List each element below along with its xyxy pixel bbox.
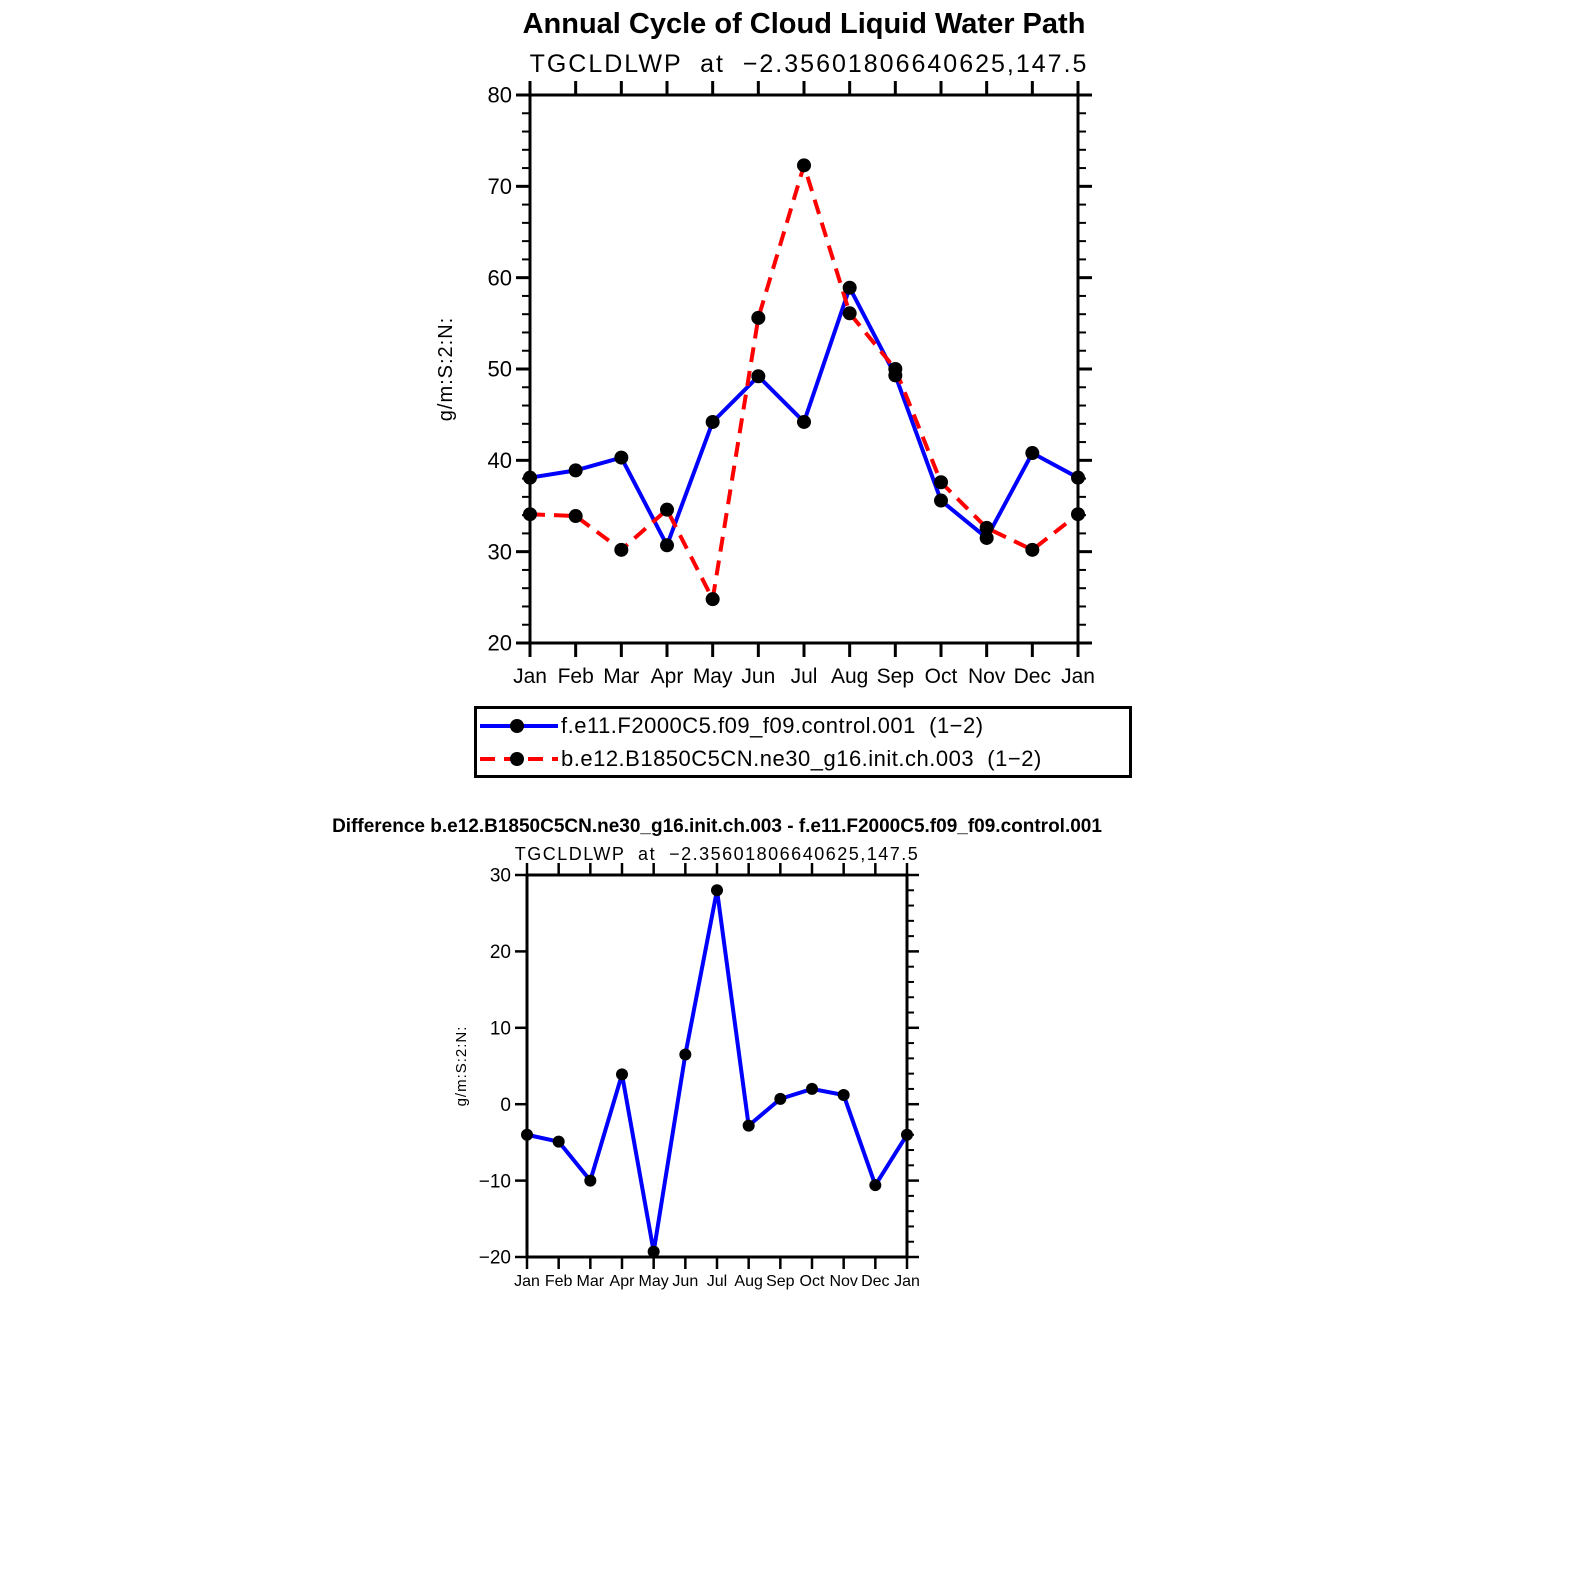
y-tick-label: 30 xyxy=(489,865,511,887)
x-tick-label: May xyxy=(692,665,733,688)
data-point-marker xyxy=(806,1083,818,1095)
x-tick-label: Mar xyxy=(576,1273,605,1290)
x-tick-label: Nov xyxy=(829,1273,858,1290)
y-tick-label: 20 xyxy=(489,942,511,964)
data-point-marker xyxy=(901,1129,913,1141)
x-tick-label: Aug xyxy=(830,665,869,688)
data-point-marker xyxy=(843,281,857,295)
y-tick-label: 40 xyxy=(487,448,512,474)
legend-box xyxy=(474,706,1132,778)
data-point-marker xyxy=(797,158,811,172)
y-tick-label: 70 xyxy=(487,174,512,200)
x-tick-label: Sep xyxy=(876,665,915,688)
top-chart-subtitle: TGCLDLWP at −2.35601806640625,147.5 xyxy=(529,50,1089,78)
difference-group xyxy=(453,863,920,1290)
data-point-marker xyxy=(660,538,674,552)
legend-item-control-run xyxy=(477,709,1129,742)
x-tick-label: Apr xyxy=(650,665,684,688)
data-point-marker xyxy=(774,1093,786,1105)
y-tick-label: 20 xyxy=(487,630,512,656)
data-point-marker xyxy=(706,415,720,429)
data-point-marker xyxy=(869,1179,881,1191)
legend-line-sample-dashed-red-icon xyxy=(477,742,561,776)
difference-chart-subtitle: TGCLDLWP at −2.35601806640625,147.5 xyxy=(514,844,920,864)
y-tick-label: 0 xyxy=(500,1094,511,1116)
data-point-marker xyxy=(521,1129,533,1141)
x-tick-label: Jul xyxy=(790,665,818,688)
x-tick-label: May xyxy=(638,1273,669,1290)
data-point-marker xyxy=(751,311,765,325)
data-point-marker xyxy=(1071,471,1085,485)
data-point-marker xyxy=(934,475,948,489)
plot-frame xyxy=(530,95,1078,643)
x-tick-label: Apr xyxy=(609,1273,635,1290)
data-point-marker xyxy=(614,451,628,465)
x-tick-label: Mar xyxy=(603,665,640,688)
legend-sample-marker xyxy=(510,752,524,766)
x-tick-label: Oct xyxy=(799,1273,825,1290)
x-tick-label: Aug xyxy=(734,1273,763,1290)
x-tick-label: Jan xyxy=(1061,665,1095,688)
x-tick-label: Jan xyxy=(894,1273,920,1290)
data-point-marker xyxy=(980,521,994,535)
annual-cycle-group xyxy=(435,81,1095,688)
data-point-marker xyxy=(888,362,902,376)
y-tick-label: 50 xyxy=(487,356,512,382)
legend-label-control-run: f.e11.F2000C5.f09_f09.control.001 (1−2) xyxy=(561,712,984,738)
x-tick-label: Dec xyxy=(1013,665,1052,688)
difference-chart-title: Difference b.e12.B1850C5CN.ne30_g16.init.ch.003 - f.e11.F2000C5.f09_f09.control.001 xyxy=(332,816,1102,837)
data-point-marker xyxy=(1071,507,1085,521)
data-point-marker xyxy=(584,1175,596,1187)
data-point-marker xyxy=(616,1068,628,1080)
series-line-1 xyxy=(530,165,1078,599)
data-point-marker xyxy=(797,415,811,429)
legend-sample-marker xyxy=(510,719,524,733)
data-point-marker xyxy=(553,1136,565,1148)
data-point-marker xyxy=(1025,446,1039,460)
y-tick-label: 30 xyxy=(487,539,512,565)
plot-frame xyxy=(527,875,907,1257)
y-axis-title: g/m:S:2:N: xyxy=(435,316,457,422)
legend-label-b1850-run: b.e12.B1850C5CN.ne30_g16.init.ch.003 (1−2) xyxy=(561,745,1042,771)
x-tick-label: Jun xyxy=(741,665,776,688)
y-tick-label: −20 xyxy=(478,1247,511,1269)
x-tick-label: Jan xyxy=(514,1273,540,1290)
x-tick-label: Oct xyxy=(924,665,958,688)
data-point-marker xyxy=(838,1089,850,1101)
data-point-marker xyxy=(743,1120,755,1132)
top-chart-title: Annual Cycle of Cloud Liquid Water Path xyxy=(522,8,1086,40)
data-point-marker xyxy=(660,503,674,517)
data-point-marker xyxy=(614,543,628,557)
x-tick-label: Feb xyxy=(557,665,594,688)
data-point-marker xyxy=(751,369,765,383)
difference-plot xyxy=(430,855,950,1300)
series-line-0 xyxy=(527,890,907,1251)
x-tick-label: Sep xyxy=(766,1273,795,1290)
x-tick-label: Jun xyxy=(672,1273,699,1290)
y-tick-label: −10 xyxy=(478,1171,511,1193)
data-point-marker xyxy=(934,494,948,508)
data-point-marker xyxy=(711,884,723,896)
y-tick-label: 10 xyxy=(489,1018,511,1040)
data-point-marker xyxy=(523,471,537,485)
y-tick-label: 60 xyxy=(487,265,512,291)
data-point-marker xyxy=(523,507,537,521)
x-tick-label: Nov xyxy=(967,665,1006,688)
annual-cycle-plot xyxy=(400,80,1140,700)
y-axis-title: g/m:S:2:N: xyxy=(453,1025,470,1107)
x-tick-label: Dec xyxy=(861,1273,890,1290)
y-tick-label: 80 xyxy=(487,82,512,108)
data-point-marker xyxy=(1025,543,1039,557)
x-tick-label: Feb xyxy=(544,1273,573,1290)
data-point-marker xyxy=(843,306,857,320)
data-point-marker xyxy=(679,1049,691,1061)
legend-line-sample-solid-blue-icon xyxy=(477,709,561,743)
data-point-marker xyxy=(706,592,720,606)
x-tick-label: Jan xyxy=(513,665,547,688)
data-point-marker xyxy=(648,1246,660,1258)
data-point-marker xyxy=(569,463,583,477)
legend-item-b1850-run xyxy=(477,742,1129,775)
data-point-marker xyxy=(569,509,583,523)
x-tick-label: Jul xyxy=(706,1273,728,1290)
